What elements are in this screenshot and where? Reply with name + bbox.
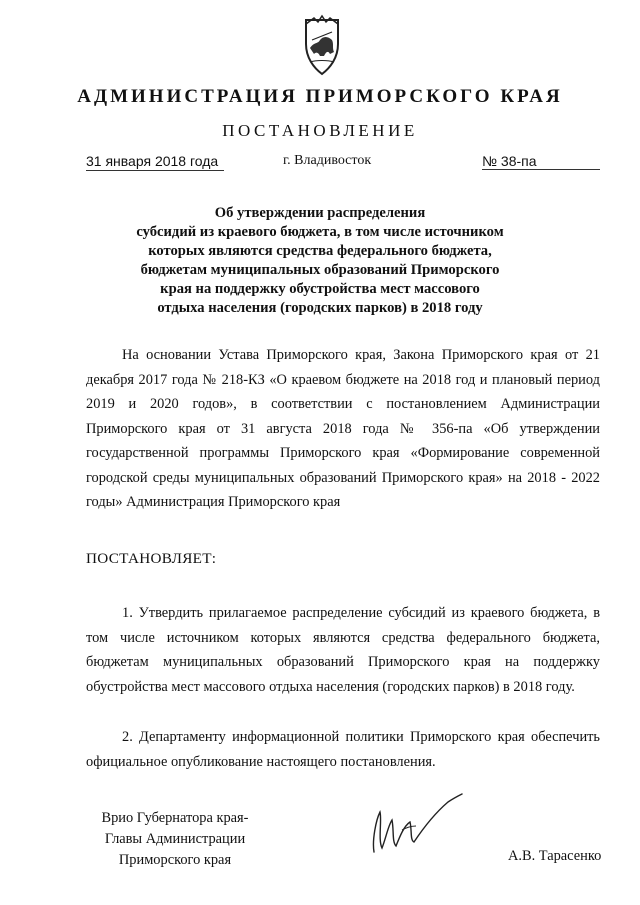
- ruling-heading: ПОСТАНОВЛЯЕТ:: [86, 550, 217, 567]
- title-line: которых являются средства федерального бюджета,: [148, 243, 492, 259]
- signatory-name: А.В. Тарасенко: [508, 848, 602, 864]
- signatory-title-line: Приморского края: [118, 852, 232, 868]
- item-1-paragraph: 1. Утвердить прилагаемое распределение субсидий из краевого бюджета, в том числе источником которых являются средства федерального бюджета, бюджетам муниципальных образований Приморского края на поддержку обустройства мест массового отдыха населения (городских парков) в 2018 году.: [86, 605, 600, 695]
- signatory-title-line: Главы Администрации: [104, 831, 246, 847]
- signatory-title: [90, 808, 260, 871]
- title-line: субсидий из краевого бюджета, в том числе источником: [136, 224, 504, 240]
- title-line: края на поддержку обустройства мест массового: [160, 281, 480, 297]
- title-line: Об утверждении распределения: [214, 205, 426, 221]
- title-line: бюджетам муниципальных образований Приморского: [140, 262, 500, 278]
- handwritten-signature: [362, 790, 472, 860]
- document-title: [110, 204, 530, 318]
- signatory-title-line: Врио Губернатора края-: [101, 810, 249, 826]
- coat-of-arms-icon: [290, 14, 354, 78]
- organization-name: АДМИНИСТРАЦИЯ ПРИМОРСКОГО КРАЯ: [77, 86, 563, 107]
- document-type: ПОСТАНОВЛЕНИЕ: [222, 121, 418, 140]
- document-city: г. Владивосток: [283, 153, 372, 168]
- preamble-paragraph: На основании Устава Приморского края, Закона Приморского края от 21 декабря 2017 года № 218-КЗ «О краевом бюджете на 2018 год и плановый период 2019 и 2020 годов», в соответствии с постановлением Администрации Приморского края от 31 августа 2018 года № 356-па «Об утверждении государственной программы Приморского края «Формирование современной городской среды муниципальных образований Приморского края» на 2018 - 2022 годы» Администрация Приморского края: [86, 347, 600, 510]
- document-number: № 38-па: [482, 153, 600, 170]
- document-date: 31 января 2018 года: [86, 153, 224, 171]
- item-2-paragraph: 2. Департаменту информационной политики Приморского края обеспечить официальное опубликование настоящего постановления.: [86, 729, 600, 770]
- title-line: отдыха населения (городских парков) в 2018 году: [157, 300, 483, 316]
